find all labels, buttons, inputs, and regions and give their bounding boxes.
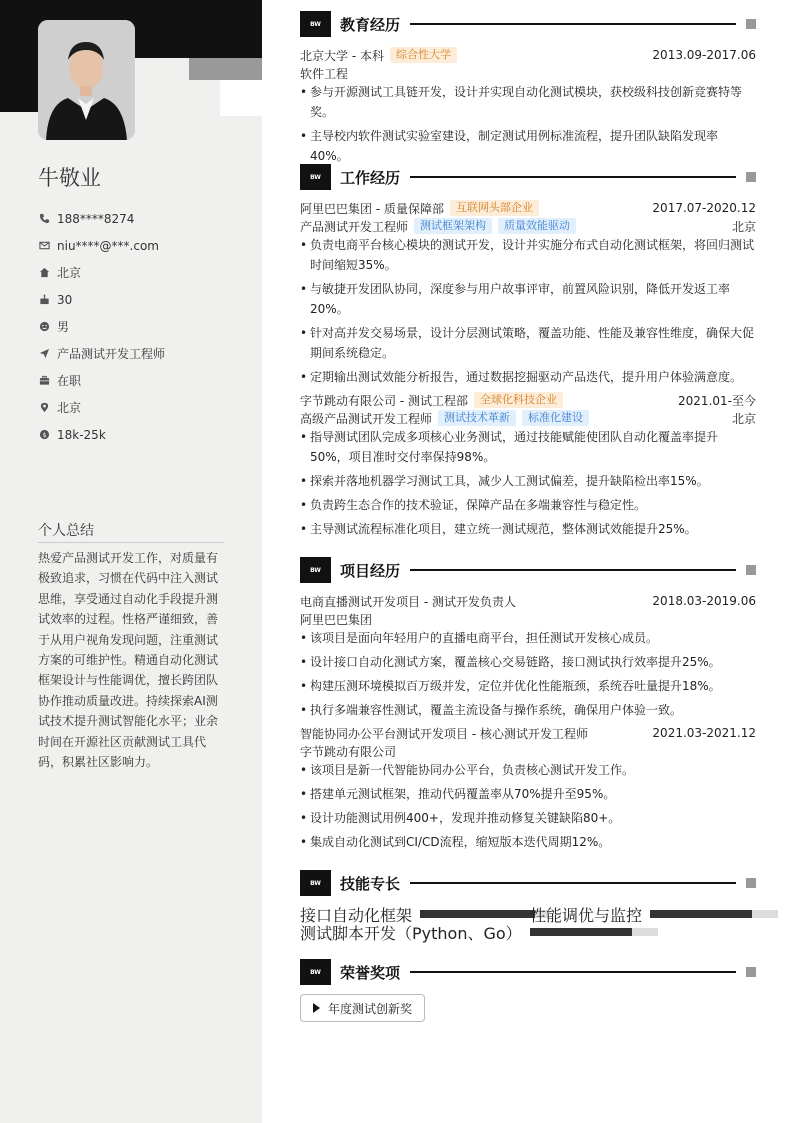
sidebar-decor-white	[220, 80, 262, 116]
job-2-tag-2: 标准化建设	[522, 410, 589, 426]
education-header-row	[300, 46, 756, 64]
sidebar-decor-black-strip	[0, 58, 38, 112]
job-1-tag-2: 质量效能驱动	[498, 218, 576, 234]
skill-bar	[420, 910, 548, 918]
education-date: 2013.09-2017.06	[652, 48, 756, 62]
skill-name: 接口自动化框架	[300, 905, 413, 925]
education-major-row	[300, 64, 756, 82]
list-item: • 指导测试团队完成多项核心业务测试，通过技能赋能使团队自动化覆盖率提升50%，项目准时交付率保持98%。	[300, 427, 756, 467]
education-tag: 综合性大学	[390, 47, 457, 63]
info-email	[38, 232, 238, 259]
send-icon	[38, 348, 50, 360]
list-item: • 构建压测环境模拟百万级并发，定位并优化性能瓶颈，系统吞吐量提升18%。	[300, 676, 756, 696]
job-1-date: 2017.07-2020.12	[652, 201, 756, 215]
phone-icon	[38, 213, 50, 225]
job-1-bullets	[300, 235, 756, 391]
job-2-date: 2021.01-至今	[678, 393, 756, 408]
avatar	[38, 20, 135, 140]
skill-bar-fill	[420, 910, 535, 918]
list-item: • 主导测试流程标准化项目，建立统一测试规范，整体测试效能提升25%。	[300, 519, 756, 539]
education-major: 软件工程	[300, 66, 349, 81]
list-item: • 针对高并发交易场景，设计分层测试策略，覆盖功能、性能及兼容性维度，确保大促期间系统稳定。	[300, 323, 756, 363]
info-phone-text: 188****8274	[57, 211, 135, 226]
section-divider	[410, 882, 736, 884]
section-divider	[410, 971, 736, 973]
play-icon	[313, 1003, 320, 1013]
cake-icon	[38, 294, 50, 306]
list-item: • 设计接口自动化测试方案，覆盖核心交易链路，接口测试执行效率提升25%。	[300, 652, 756, 672]
summary-title: 个人总结	[38, 520, 224, 543]
salary-icon	[38, 429, 50, 441]
list-item: • 参与开源测试工具链开发，设计并实现自动化测试模块，获校级科技创新竞赛特等奖。	[300, 82, 756, 122]
list-item: • 负责电商平台核心模块的测试开发，设计并实施分布式自动化测试框架，将回归测试时间缩短35%。	[300, 235, 756, 275]
skill-bar	[530, 928, 658, 936]
skill-bar	[650, 910, 778, 918]
list-item: • 与敏捷开发团队协同，深度参与用户故事评审，前置风险识别，降低开发返工率20%。	[300, 279, 756, 319]
section-square	[746, 565, 756, 575]
section-header-awards	[300, 959, 756, 985]
section-title-work: 工作经历	[340, 168, 401, 187]
list-item: • 该项目是面向年轻用户的直播电商平台，担任测试开发核心成员。	[300, 628, 756, 648]
info-email-text: niu****@***.com	[57, 238, 159, 253]
section-divider	[410, 23, 736, 25]
project-1-header	[300, 592, 756, 610]
job-1-header	[300, 199, 756, 217]
project-1-org: 阿里巴巴集团	[300, 612, 373, 627]
info-home	[38, 259, 238, 286]
section-square	[746, 878, 756, 888]
info-age-text: 30	[57, 292, 73, 307]
section-header-education	[300, 11, 756, 37]
section-square	[746, 172, 756, 182]
info-location	[38, 394, 238, 421]
list-item: • 集成自动化测试到CI/CD流程，缩短版本迭代周期12%。	[300, 832, 756, 852]
section-header-work	[300, 164, 756, 190]
job-2-bullets	[300, 427, 756, 543]
info-status-text: 在职	[57, 374, 82, 388]
job-1-position: 产品测试开发工程师	[300, 219, 409, 234]
section-square	[746, 19, 756, 29]
project-2-name: 智能协同办公平台测试开发项目 - 核心测试开发工程师	[300, 726, 588, 741]
project-1-org-row	[300, 610, 756, 628]
section-logo: BW	[300, 557, 331, 583]
list-item: • 负责跨生态合作的技术验证，保障产品在多端兼容性与稳定性。	[300, 495, 756, 515]
summary-text: 热爱产品测试开发工作，对质量有极致追求，习惯在代码中注入测试思维，享受通过自动化手段提升测试效率的过程。性格严谨细致，善于从用户视角发现问题，注重测试方案的可维护性。精通自动化测试框架设计与性能调优，擅长跨团队协作推动质量改进。持续探索AI测试技术提升测试智能化水平；业余时间在开源社区贡献测试工具代码，积累社区影响力。	[38, 551, 219, 770]
skill-name: 测试脚本开发（Python、Go）	[300, 923, 522, 943]
location-icon	[38, 402, 50, 414]
info-phone	[38, 205, 238, 232]
section-header-projects	[300, 557, 756, 583]
job-2-company-tag: 全球化科技企业	[474, 392, 563, 408]
info-position-text: 产品测试开发工程师	[57, 347, 166, 361]
education-school: 北京大学 - 本科	[300, 48, 384, 63]
briefcase-icon	[38, 375, 50, 387]
profile-name: 牛敬业	[38, 166, 101, 190]
info-salary-text: 18k-25k	[57, 427, 106, 442]
home-icon	[38, 267, 50, 279]
job-2-company: 字节跳动有限公司 - 测试工程部	[300, 393, 468, 408]
list-item: • 执行多端兼容性测试，覆盖主流设备与操作系统，确保用户体验一致。	[300, 700, 756, 720]
job-1-position-row	[300, 217, 756, 235]
job-1-city: 北京	[731, 219, 756, 234]
job-2-position: 高级产品测试开发工程师	[300, 411, 433, 426]
skill-item	[530, 905, 778, 923]
info-gender-text: 男	[57, 320, 70, 334]
contact-info-list	[38, 205, 238, 448]
job-2-city: 北京	[731, 411, 756, 426]
job-1-tag-1: 测试框架架构	[414, 218, 492, 234]
mail-icon	[38, 240, 50, 252]
info-gender	[38, 313, 238, 340]
list-item: • 设计功能测试用例400+，发现并推动修复关键缺陷80+。	[300, 808, 756, 828]
job-2-position-row	[300, 409, 756, 427]
skill-item	[300, 923, 658, 941]
sidebar	[0, 0, 262, 1123]
list-item: • 定期输出测试效能分析报告，通过数据挖掘驱动产品迭代，提升用户体验满意度。	[300, 367, 756, 387]
list-item: • 探索并落地机器学习测试工具，减少人工测试偏差，提升缺陷检出率15%。	[300, 471, 756, 491]
list-item: • 搭建单元测试框架，推动代码覆盖率从70%提升至95%。	[300, 784, 756, 804]
project-1-date: 2018.03-2019.06	[652, 594, 756, 608]
job-2-header	[300, 391, 756, 409]
project-2-org-row	[300, 742, 756, 760]
section-logo: BW	[300, 164, 331, 190]
skill-bar-fill	[530, 928, 632, 936]
section-divider	[410, 569, 736, 571]
education-bullets	[300, 82, 756, 170]
section-divider	[410, 176, 736, 178]
section-title-skills: 技能专长	[340, 874, 401, 893]
job-2-tag-1: 测试技术革新	[438, 410, 516, 426]
section-title-awards: 荣誉奖项	[340, 963, 401, 982]
section-square	[746, 967, 756, 977]
project-2-bullets	[300, 760, 756, 856]
svg-text:$: $	[41, 430, 47, 439]
project-1-bullets	[300, 628, 756, 724]
user-icon	[38, 321, 50, 333]
info-position	[38, 340, 238, 367]
info-age	[38, 286, 238, 313]
info-location-text: 北京	[57, 401, 82, 415]
sidebar-decor-gray	[189, 58, 262, 80]
section-title-projects: 项目经历	[340, 561, 401, 580]
award-badge	[300, 994, 425, 1022]
section-logo: BW	[300, 11, 331, 37]
award-name: 年度测试创新奖	[328, 1001, 413, 1016]
skill-name: 性能调优与监控	[530, 905, 643, 925]
list-item: • 主导校内软件测试实验室建设，制定测试用例标准流程，提升团队缺陷发现率40%。	[300, 126, 756, 166]
job-1-company: 阿里巴巴集团 - 质量保障部	[300, 201, 444, 216]
info-status	[38, 367, 238, 394]
section-header-skills	[300, 870, 756, 896]
section-title-education: 教育经历	[340, 15, 401, 34]
project-1-name: 电商直播测试开发项目 - 测试开发负责人	[300, 594, 516, 609]
list-item: • 该项目是新一代智能协同办公平台，负责核心测试开发工作。	[300, 760, 756, 780]
project-2-org: 字节跳动有限公司	[300, 744, 397, 759]
project-2-header	[300, 724, 756, 742]
section-logo: BW	[300, 870, 331, 896]
project-2-date: 2021.03-2021.12	[652, 726, 756, 740]
info-salary	[38, 421, 238, 448]
section-logo: BW	[300, 959, 331, 985]
job-1-company-tag: 互联网头部企业	[450, 200, 539, 216]
info-home-text: 北京	[57, 266, 82, 280]
skill-bar-fill	[650, 910, 752, 918]
